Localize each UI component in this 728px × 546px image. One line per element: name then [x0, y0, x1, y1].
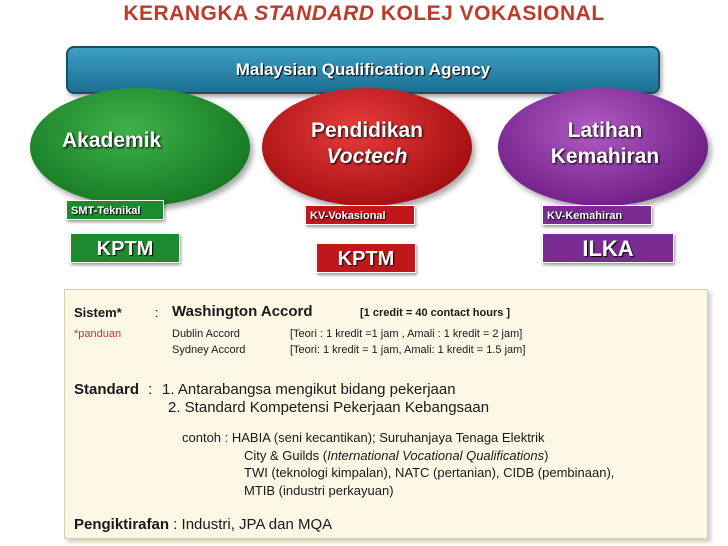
standard-item-2: 2. Standard Kompetensi Pekerjaan Kebangsaan — [168, 399, 490, 416]
sistem-colon: : — [155, 305, 159, 320]
pendidikan-line2: Voctech — [326, 145, 408, 168]
pengiktirafan-line — [74, 516, 332, 533]
contoh-line: contoh : HABIA (seni kecantikan); Suruhanjaya Tenaga Elektrik — [182, 430, 545, 445]
sistem-note: [1 credit = 40 contact hours ] — [360, 307, 511, 319]
agency-label: Malaysian Qualification Agency — [235, 60, 491, 79]
title-suffix: KOLEJ VOKASIONAL — [374, 2, 605, 25]
kv-kemahiran-tag: KV-Kemahiran — [542, 205, 652, 225]
pendidikan-label — [262, 118, 472, 170]
twi-line: TWI (teknologi kimpalan), NATC (pertanian), CIDB (pembinaan), — [244, 465, 615, 480]
pendidikan-line1: Pendidikan — [310, 119, 424, 142]
standard-colon: : — [148, 381, 153, 398]
standard-item-1: 1. Antarabangsa mengikut bidang pekerjaan — [162, 381, 456, 398]
dublin-accord: Dublin Accord — [172, 328, 240, 340]
sydney-note: [Teori: 1 kredit = 1 jam, Amali: 1 kredit = 1.5 jam] — [290, 344, 526, 356]
cg-italic: International Vocational Qualifications — [327, 448, 545, 463]
panduan-label: *panduan — [74, 328, 122, 340]
ilka-badge: ILKA — [542, 233, 674, 263]
sistem-value: Washington Accord — [172, 303, 313, 320]
mtib-line: MTIB (industri perkayuan) — [244, 483, 394, 498]
latihan-line2: Kemahiran — [550, 145, 660, 168]
kptm-badge-pendidikan: KPTM — [316, 243, 416, 273]
kv-vokasional-tag: KV-Vokasional — [305, 205, 415, 225]
title-prefix: KERANGKA — [123, 2, 255, 25]
pengiktirafan-label: Pengiktirafan — [74, 516, 170, 533]
sistem-label: Sistem* — [74, 305, 122, 320]
city-guilds-line — [244, 448, 548, 463]
cg-suffix: ) — [544, 448, 549, 463]
latihan-label — [530, 118, 680, 170]
dublin-note: [Teori : 1 kredit =1 jam , Amali : 1 kredit = 2 jam] — [290, 328, 523, 340]
title-italic: STANDARD — [254, 2, 375, 25]
page-title — [0, 2, 728, 26]
cg-prefix: City & Guilds ( — [244, 448, 328, 463]
sydney-accord: Sydney Accord — [172, 344, 246, 356]
pengiktirafan-value: : Industri, JPA dan MQA — [169, 516, 333, 533]
kptm-badge-akademik: KPTM — [70, 233, 180, 263]
latihan-line1: Latihan — [567, 119, 643, 142]
akademik-label: Akademik — [62, 129, 162, 152]
standard-label: Standard — [74, 381, 140, 398]
smt-teknikal-tag: SMT-Teknikal — [66, 200, 164, 220]
